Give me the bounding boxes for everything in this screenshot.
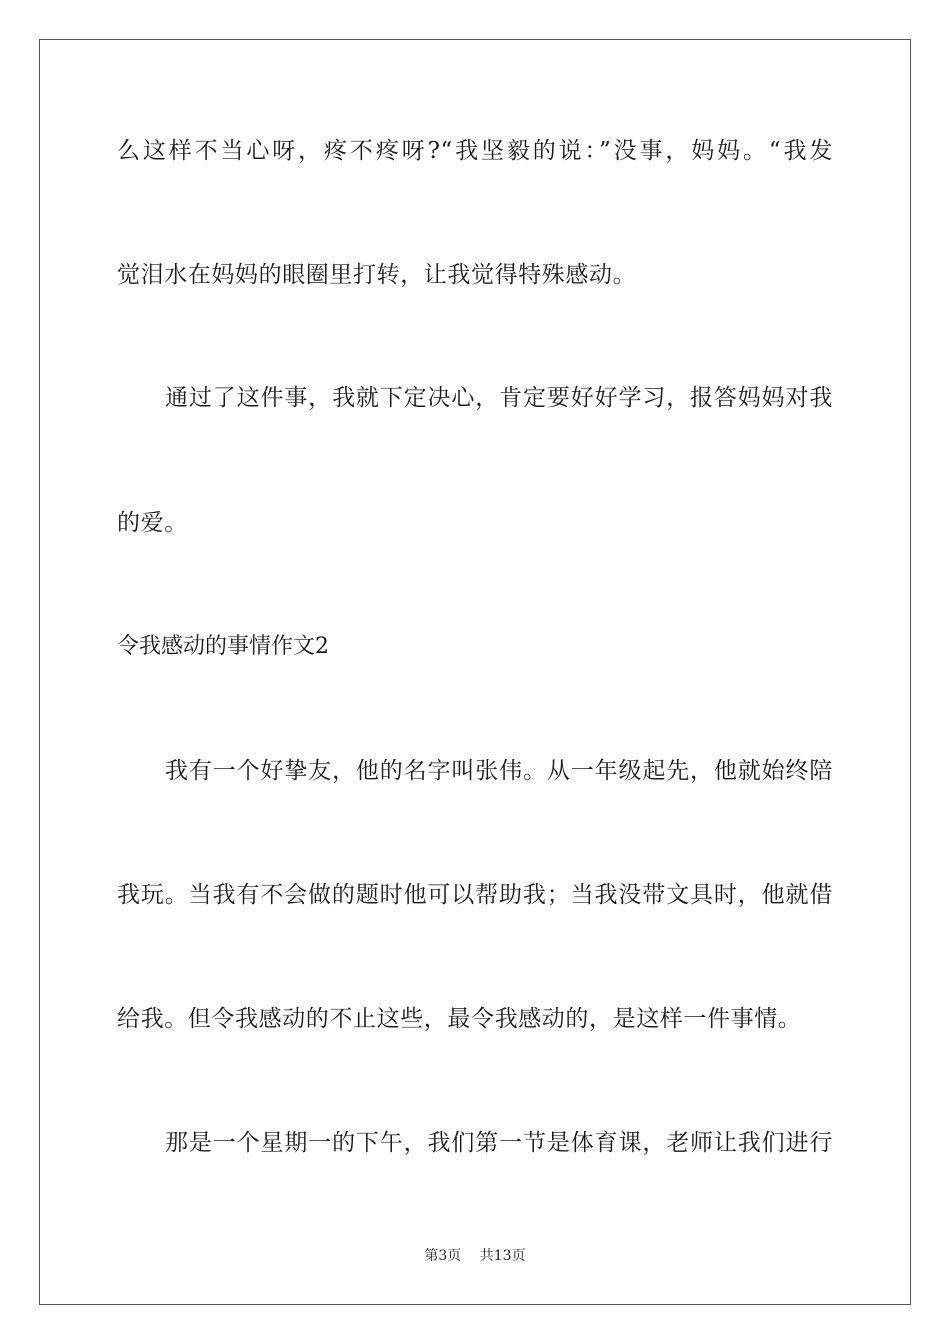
paragraph-line-6: 我玩。当我有不会做的题时他可以帮助我；当我没带文具时，他就借 (117, 882, 833, 908)
page-number: 第3页 (424, 1248, 462, 1264)
paragraph-line-8: 那是一个星期一的下午，我们第一节是体育课，老师让我们进行 (165, 1130, 833, 1156)
page-border (39, 39, 911, 1305)
paragraph-line-3: 通过了这件事，我就下定决心，肯定要好好学习，报答妈妈对我 (165, 385, 833, 411)
paragraph-line-7: 给我。但令我感动的不止这些，最令我感动的，是这样一件事情。 (117, 1006, 802, 1032)
paragraph-line-2: 觉泪水在妈妈的眼圈里打转，让我觉得特殊感动。 (117, 262, 637, 288)
page-total: 共13页 (479, 1248, 526, 1264)
paragraph-line-5: 我有一个好挚友，他的名字叫张伟。从一年级起先，他就始终陪 (165, 758, 833, 784)
section-heading: 令我感动的事情作文2 (117, 634, 329, 659)
paragraph-line-4: 的爱。 (117, 510, 188, 536)
page-footer (0, 1247, 950, 1265)
paragraph-line-1: 么这样不当心呀，疼不疼呀?“我坚毅的说：”没事，妈妈。“我发 (117, 138, 833, 164)
